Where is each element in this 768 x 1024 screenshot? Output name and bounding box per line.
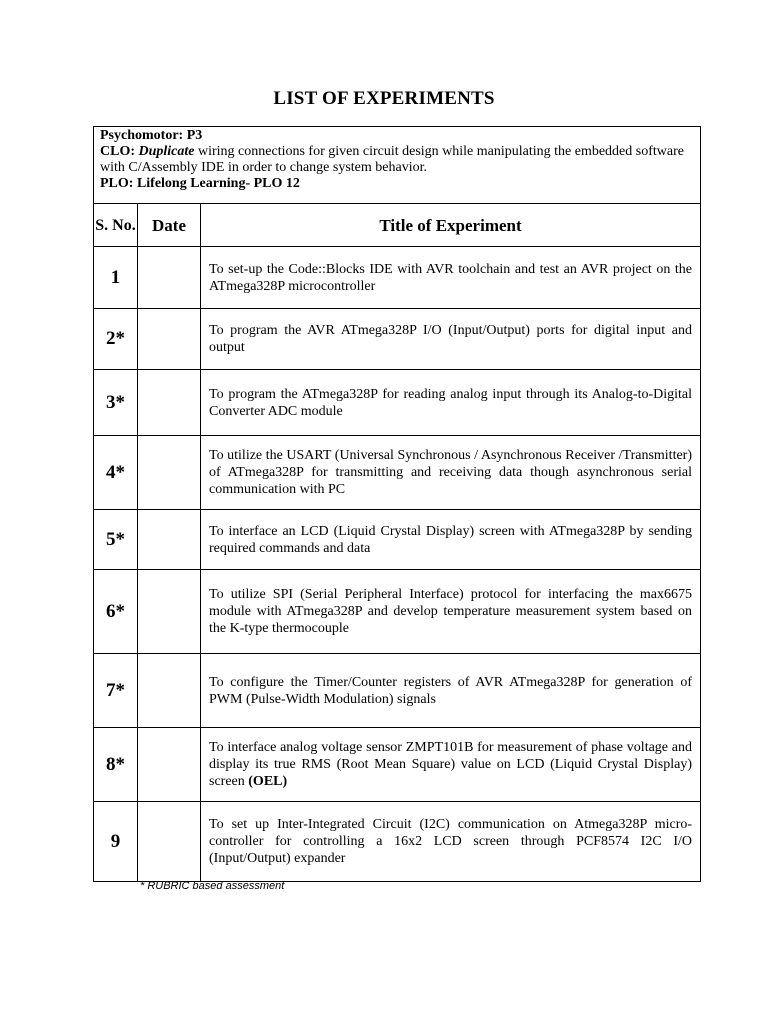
psychomotor-label: Psychomotor: [100, 128, 184, 143]
experiment-title-cell [201, 728, 701, 802]
table-row [94, 436, 701, 510]
clo-label: CLO: [100, 144, 135, 159]
experiment-title-cell [201, 570, 701, 654]
experiment-title-cell [201, 309, 701, 370]
experiment-title-cell [201, 654, 701, 728]
table-row [94, 370, 701, 436]
experiment-date[interactable] [138, 510, 201, 570]
experiment-date[interactable] [138, 436, 201, 510]
experiment-title: To program the ATmega328P for reading analog input through its Analog-to-Digital Converter ADC module [209, 386, 693, 419]
experiment-title-cell [201, 802, 701, 882]
psychomotor-line [100, 128, 694, 144]
table-header-row [94, 204, 701, 247]
experiment-title-cell [201, 247, 701, 309]
experiment-date[interactable] [138, 247, 201, 309]
header-date: Date [138, 204, 201, 247]
experiment-tag: (OEL) [248, 774, 288, 789]
experiment-number: 9 [94, 802, 138, 882]
header-title: Title of Experiment [201, 204, 701, 247]
experiment-date[interactable] [138, 309, 201, 370]
experiment-number: 5* [94, 510, 138, 570]
plo-line: PLO: Lifelong Learning- PLO 12 [100, 176, 300, 191]
course-info-cell [94, 127, 701, 204]
experiment-title: To interface an LCD (Liquid Crystal Display) screen with ATmega328P by sending required commands and data [209, 523, 693, 556]
experiment-title-cell [201, 370, 701, 436]
experiment-date[interactable] [138, 654, 201, 728]
table-row [94, 802, 701, 882]
table-row [94, 570, 701, 654]
experiment-title: To configure the Timer/Counter registers of AVR ATmega328P for generation of PWM (Pulse-Width Modulation) signals [209, 674, 693, 707]
clo-line [100, 144, 694, 176]
experiments-table [93, 126, 701, 882]
table-row [94, 510, 701, 570]
experiment-title-cell [201, 436, 701, 510]
experiment-title: To utilize the USART (Universal Synchronous / Asynchronous Receiver /Transmitter) of ATmega328P for transmitting and receiving data though asynchronous serial communication with PC [209, 448, 693, 497]
course-info-row [94, 127, 701, 204]
clo-text: wiring connections for given circuit design while manipulating the embedded software with C/Assembly IDE in order to change system behavior. [100, 144, 684, 175]
experiment-number: 6* [94, 570, 138, 654]
experiment-title: To set up Inter-Integrated Circuit (I2C) communication on Atmega328P micro-controller for controlling a 16x2 LCD screen through PCF8574 I2C I/O (Input/Output) expander [209, 817, 693, 866]
experiment-title: To interface analog voltage sensor ZMPT101B for measurement of phase voltage and display its true RMS (Root Mean Square) value on LCD (Liquid Crystal Display) screen [209, 740, 693, 789]
table-row [94, 728, 701, 802]
footnote: * RUBRIC based assessment [140, 880, 285, 892]
clo-emphasis: Duplicate [138, 144, 195, 159]
experiment-number: 8* [94, 728, 138, 802]
experiment-number: 4* [94, 436, 138, 510]
experiment-date[interactable] [138, 370, 201, 436]
experiment-date[interactable] [138, 802, 201, 882]
experiment-number: 3* [94, 370, 138, 436]
experiment-number: 1 [94, 247, 138, 309]
page-title: LIST OF EXPERIMENTS [273, 88, 495, 109]
experiment-number: 7* [94, 654, 138, 728]
experiment-date[interactable] [138, 570, 201, 654]
experiment-title-cell [201, 510, 701, 570]
experiment-title: To utilize SPI (Serial Peripheral Interface) protocol for interfacing the max6675 module with ATmega328P and develop temperature measurement system based on the K-type thermocouple [209, 587, 693, 636]
experiment-date[interactable] [138, 728, 201, 802]
psychomotor-value: P3 [186, 128, 203, 143]
experiment-number: 2* [94, 309, 138, 370]
table-row [94, 654, 701, 728]
table-row [94, 247, 701, 309]
table-row [94, 309, 701, 370]
header-sno: S. No. [94, 204, 138, 247]
experiment-title: To program the AVR ATmega328P I/O (Input/Output) ports for digital input and output [209, 323, 693, 355]
experiment-title: To set-up the Code::Blocks IDE with AVR toolchain and test an AVR project on the ATmega328P microcontroller [209, 261, 693, 294]
